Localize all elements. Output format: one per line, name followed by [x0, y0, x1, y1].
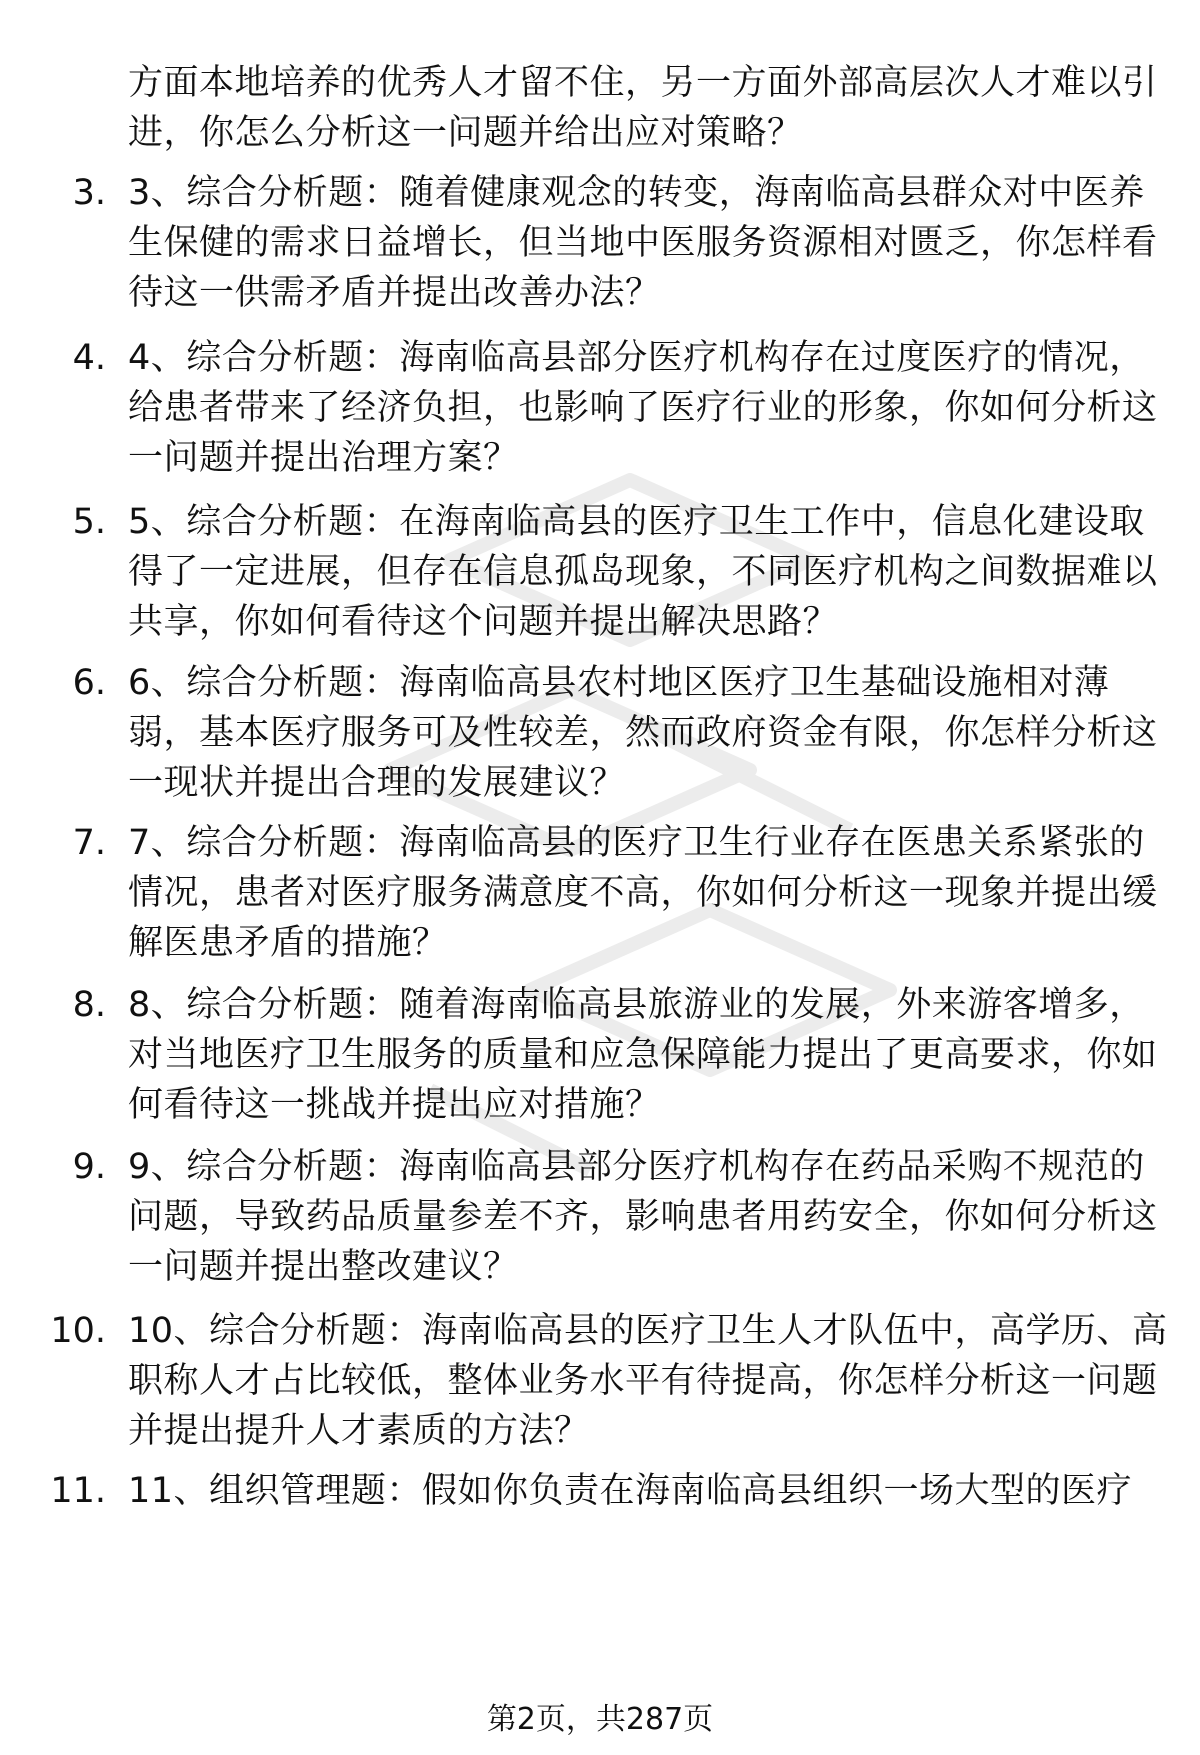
- item-text: 5、综合分析题：在海南临高县的医疗卫生工作中，信息化建设取得了一定进展，但存在信息孤岛现象，不同医疗机构之间数据难以共享，你如何看待这个问题并提出解决思路？: [128, 502, 1158, 642]
- item-number: 9.: [72, 1147, 106, 1187]
- item-text: 3、综合分析题：随着健康观念的转变，海南临高县群众对中医养生保健的需求日益增长，但当地中医服务资源相对匮乏，你怎样看待这一供需矛盾并提出改善办法？: [128, 173, 1158, 313]
- item-number: 3.: [72, 173, 106, 213]
- item-number: 10.: [50, 1311, 106, 1351]
- page-footer: 第2页，共287页: [486, 1702, 714, 1737]
- item-text: 10、综合分析题：海南临高县的医疗卫生人才队伍中，高学历、高职称人才占比较低，整体业务水平有待提高，你怎样分析这一问题并提出提升人才素质的方法？: [128, 1311, 1168, 1451]
- item-number: 5.: [72, 502, 106, 542]
- continuation-text: 方面本地培养的优秀人才留不住，另一方面外部高层次人才难以引进，你怎么分析这一问题并给出应对策略？: [128, 63, 1158, 153]
- item-number: 6.: [72, 663, 106, 703]
- item-text: 7、综合分析题：海南临高县的医疗卫生行业存在医患关系紧张的情况，患者对医疗服务满意度不高，你如何分析这一现象并提出缓解医患矛盾的措施？: [128, 823, 1158, 963]
- item-text: 9、综合分析题：海南临高县部分医疗机构存在药品采购不规范的问题，导致药品质量参差不齐，影响患者用药安全，你如何分析这一问题并提出整改建议？: [128, 1147, 1158, 1287]
- item-number: 4.: [72, 338, 106, 378]
- item-text: 4、综合分析题：海南临高县部分医疗机构存在过度医疗的情况，给患者带来了经济负担，也影响了医疗行业的形象，你如何分析这一问题并提出治理方案？: [128, 338, 1158, 478]
- item-number: 7.: [72, 823, 106, 863]
- item-text: 11、组织管理题：假如你负责在海南临高县组织一场大型的医疗: [128, 1471, 1133, 1511]
- item-number: 8.: [72, 985, 106, 1025]
- item-text: 6、综合分析题：海南临高县农村地区医疗卫生基础设施相对薄弱，基本医疗服务可及性较差，然而政府资金有限，你怎样分析这一现状并提出合理的发展建议？: [128, 663, 1158, 803]
- item-text: 8、综合分析题：随着海南临高县旅游业的发展，外来游客增多，对当地医疗卫生服务的质量和应急保障能力提出了更高要求，你如何看待这一挑战并提出应对措施？: [128, 985, 1158, 1125]
- item-number: 11.: [50, 1471, 106, 1511]
